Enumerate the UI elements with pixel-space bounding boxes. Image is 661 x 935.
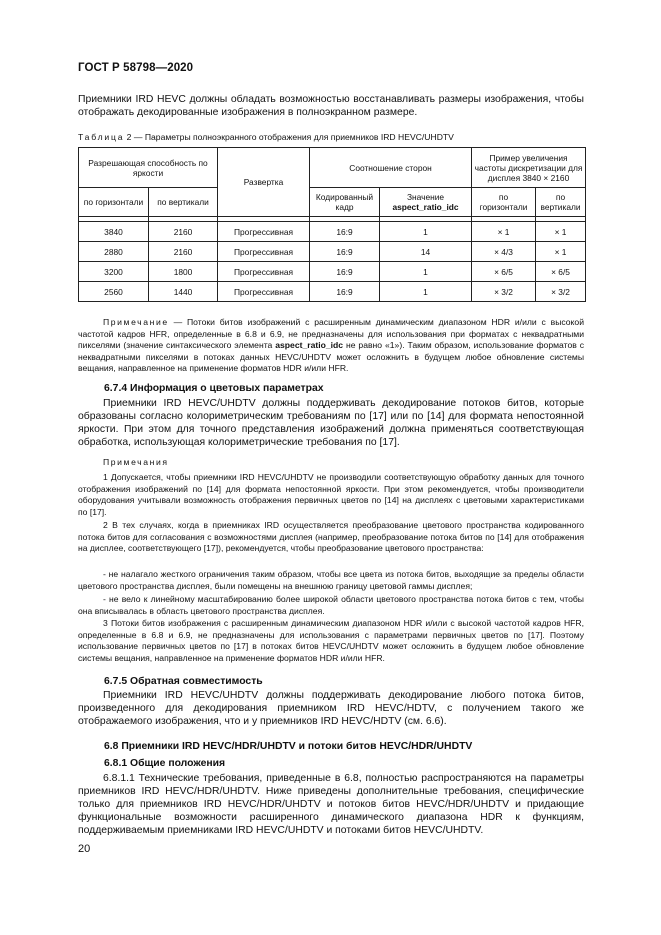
note-label: Примечание	[103, 317, 169, 327]
note-2: 2 В тех случаях, когда в приемниках IRD осуществляется преобразование цветового пространства кодированного потока битов для согласования с возможностями дисплея (например, преобразование потока битов по [14] для отображения на дисплее, соответствующего [17]), рекомендуется, чтобы преобразование цветового пространства:	[78, 520, 584, 553]
table-cell: 16:9	[310, 242, 380, 262]
note-text-part1: — Потоки битов изображений с расширенным динамическим диапазоном HDR и/или с высокой частотой кадров HFR, определенные в 6.8 и 6.9, не предназначены для использования при форматах с неквадратными пикселями (значение синтаксического элемента	[78, 317, 584, 350]
table-row	[79, 222, 586, 242]
section-6-8-1-text: 6.8.1.1 Технические требования, приведенные в 6.8, полностью распространяются на параметры приемников IRD HEVC/HDR/UHDTV. Ниже приведены дополнительные требования, специфические только для приемников IRD HEVC/HDR/UHDTV и потоков битов HEVC/HDR/UHDTV и придающие функциональные возможности расширенного динамического диапазона HDR к функциям, поддерживаемым приемниками IRD HEVC/UHDTV и потоками битов HEVC/UHDTV.	[78, 773, 584, 837]
table-cell: 3200	[79, 262, 149, 282]
table-subheader-row	[79, 188, 586, 217]
header-scan: Развертка	[218, 148, 310, 217]
table-cell: × 1	[536, 222, 586, 242]
section-6-7-5-heading: 6.7.5 Обратная совместимость	[104, 676, 263, 687]
table-cell: Прогрессивная	[218, 282, 310, 302]
table-cell: Прогрессивная	[218, 262, 310, 282]
section-6-8-heading: 6.8 Приемники IRD HEVC/HDR/UHDTV и потоки битов HEVC/HDR/UHDTV	[104, 741, 473, 752]
table-cell: 1440	[149, 282, 218, 302]
header-aspect-ratio: Соотношение сторон	[310, 148, 472, 188]
note-2-dash-1: - не налагало жесткого ограничения таким образом, чтобы все цвета из потока битов, выходящие за пределы области цветового пространства дисплея, были помещены на внешнюю границу цветовой гаммы дисплея;	[78, 569, 584, 591]
table-cell: Прогрессивная	[218, 242, 310, 262]
header-horizontal: по горизонтали	[79, 188, 149, 217]
table-cell: × 6/5	[536, 262, 586, 282]
table-caption	[78, 132, 454, 142]
table-header-row	[79, 148, 586, 188]
table-caption-label: Таблица	[78, 132, 125, 142]
table-cell: 14	[380, 242, 472, 262]
table-cell: × 3/2	[536, 282, 586, 302]
header-value-prefix: Значение	[406, 192, 445, 202]
table-cell: 1	[380, 262, 472, 282]
table-cell: 1	[380, 282, 472, 302]
notes-label: Примечания	[103, 457, 169, 467]
table-cell: 1800	[149, 262, 218, 282]
table-note	[78, 317, 584, 375]
table-cell: 2160	[149, 242, 218, 262]
table-cell: × 1	[536, 242, 586, 262]
document-standard-header: ГОСТ Р 58798—2020	[78, 62, 194, 74]
table-cell: × 1	[472, 222, 536, 242]
section-6-7-5-text: Приемники IRD HEVC/UHDTV должны поддерживать декодирование любого потока битов, произведенного для декодирования приемником IRD HEVC/HDTV, с получением такого же отображаемого изображения, что и у приемников IRD HEVC/HDTV (см. 6.6).	[78, 690, 584, 728]
table-cell: × 4/3	[472, 242, 536, 262]
display-parameters-table	[78, 147, 586, 302]
header-aspect-ratio-idc	[380, 188, 472, 217]
table-row	[79, 262, 586, 282]
table-cell: 2560	[79, 282, 149, 302]
table-cell: 3840	[79, 222, 149, 242]
note-3: 3 Потоки битов изображения с расширенным динамическим диапазоном HDR и/или с высокой частотой кадров HFR, определенные в 6.8 и 6.9, не предназначены для использования с параметрами первичных цветов по [17]. Поэтому использование первичных цветов по [17] в потоках битов HEVC/UHDTV может осложнить в будущем любое обновление системы вещания, направленное на применение форматов HDR и/или HFR.	[78, 618, 584, 663]
header-upsampling-example: Пример увеличения частоты дискретизации для дисплея 3840 × 2160	[472, 148, 586, 188]
section-6-7-4-heading: 6.7.4 Информация о цветовых параметрах	[104, 383, 324, 394]
note-text-part2: не равно «1»). Таким образом, использование форматов с неквадратными пикселями в потоках данных HEVC/UHDTV может осложнить в будущем любое обновление системы вещания, направленное на применение форматов HDR и/или HFR.	[78, 340, 585, 373]
header-value-name: aspect_ratio_idc	[392, 202, 459, 212]
table-row	[79, 282, 586, 302]
table-cell: 2160	[149, 222, 218, 242]
page-number: 20	[78, 843, 91, 855]
table-cell: 16:9	[310, 282, 380, 302]
table-cell: 16:9	[310, 222, 380, 242]
table-caption-text: 2 — Параметры полноэкранного отображения для приемников IRD HEVC/UHDTV	[124, 132, 454, 142]
note-1: 1 Допускается, чтобы приемники IRD HEVC/UHDTV не производили соответствующую обработку данных для точного отображения изображений по [14] для формата непостоянной яркости. При этом рекомендуется, чтобы производители оборудования учитывали возможность отображения первичных цветов по [14] на дисплеях с цветовыми характеристиками по [17].	[78, 472, 584, 517]
table-cell: × 3/2	[472, 282, 536, 302]
table-cell: Прогрессивная	[218, 222, 310, 242]
section-6-7-4-text: Приемники IRD HEVC/UHDTV должны поддерживать декодирование потоков битов, которые образованы согласно колориметрическим требованиям по [17] или по [14] для формата непостоянной яркости. При этом для точного представления изображений должна применяться соответствующая обработка, использующая колориметрические требования по [17].	[78, 398, 584, 449]
intro-paragraph: Приемники IRD HEVC должны обладать возможностью восстанавливать размеры изображения, чтобы отображать декодированные изображения в полноэкранном размере.	[78, 94, 584, 119]
header-example-horizontal: по горизонтали	[472, 188, 536, 217]
table-cell: × 6/5	[472, 262, 536, 282]
header-resolution: Разрешающая способность по яркости	[79, 148, 218, 188]
header-coded-frame: Кодированный кадр	[310, 188, 380, 217]
note-syntax-element: aspect_ratio_idc	[275, 340, 344, 350]
section-6-8-1-heading: 6.8.1 Общие положения	[104, 758, 226, 769]
table-cell: 2880	[79, 242, 149, 262]
table-cell: 1	[380, 222, 472, 242]
header-vertical: по вертикали	[149, 188, 218, 217]
header-example-vertical: по вертикали	[536, 188, 586, 217]
table-row	[79, 242, 586, 262]
note-2-dash-2: - не вело к линейному масштабированию более широкой области цветового пространства потока битов с тем, чтобы она вписывалась в область цветового пространства дисплея.	[78, 594, 584, 616]
table-cell: 16:9	[310, 262, 380, 282]
